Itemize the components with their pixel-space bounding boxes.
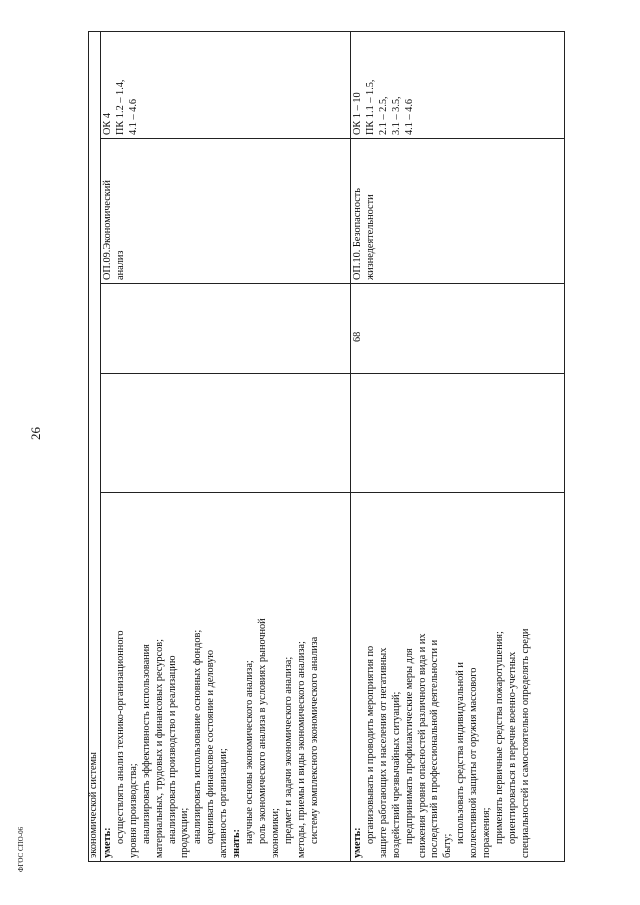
content-line: предпринимать профилактические меры для bbox=[403, 648, 415, 844]
content-line: продукции; bbox=[179, 807, 191, 858]
content-line: ориентироваться в перечне военно-учетных bbox=[506, 651, 518, 844]
content-line: предмет и задачи экономического анализа; bbox=[282, 656, 294, 844]
content-line: анализировать использование основных фондов; bbox=[192, 629, 204, 844]
table-border-bottom bbox=[564, 32, 565, 862]
content-line: уровня производства; bbox=[127, 763, 139, 858]
content-line: активность организации; bbox=[218, 748, 230, 858]
content-line: уметь: bbox=[352, 827, 363, 858]
content-line: знать: bbox=[231, 829, 243, 858]
content-line: поражения; bbox=[481, 807, 493, 858]
column-divider bbox=[100, 283, 565, 284]
life-safety-content bbox=[352, 494, 564, 858]
content-line: быту; bbox=[442, 833, 454, 858]
row-divider bbox=[100, 32, 101, 862]
column-divider bbox=[100, 373, 565, 374]
table-border-top bbox=[88, 32, 89, 862]
column-divider bbox=[88, 861, 565, 862]
column-divider bbox=[100, 138, 565, 139]
content-line: анализировать производство и реализацию bbox=[166, 655, 178, 844]
content-line: организовывать и проводить мероприятия по bbox=[364, 645, 376, 844]
economic-analysis-competencies: ОК 4 ПК 1.2 – 1.4, 4.1 – 4.6 bbox=[102, 79, 139, 135]
life-safety-competencies: ОК 1 – 10 ПК 1.1 – 1.5, 2.1 – 2.5, 3.1 – 3.5, 4.1 – 4.6 bbox=[352, 79, 415, 135]
content-line: снижения уровня опасностей различного вида и их bbox=[416, 633, 428, 858]
section-header: экономической системы bbox=[88, 752, 99, 858]
content-line: использовать средства индивидуальной и bbox=[455, 662, 467, 844]
table-border-right bbox=[88, 31, 565, 32]
content-line: осуществлять анализ технико-организационного bbox=[114, 630, 126, 844]
curriculum-table bbox=[88, 32, 568, 862]
content-line: воздействий чрезвычайных ситуаций; bbox=[390, 691, 402, 858]
content-line: уметь: bbox=[102, 827, 113, 858]
content-line: методы, приемы и виды экономического анализа; bbox=[295, 641, 307, 858]
life-safety-hours: 68 bbox=[352, 331, 363, 342]
content-line: последствий в профессиональной деятельности и bbox=[429, 639, 441, 858]
life-safety-discipline: ОП.10. Безопасность жизнедеятельности bbox=[352, 188, 376, 280]
content-line: специальностей и самостоятельно определять среди bbox=[519, 628, 531, 858]
economic-analysis-content bbox=[102, 494, 350, 858]
content-line: анализировать эффективность использования bbox=[140, 644, 152, 844]
content-line: научные основы экономического анализа; bbox=[243, 660, 255, 844]
content-line: материальных, трудовых и финансовых ресурсов; bbox=[153, 639, 165, 858]
content-line: роль экономического анализа в условиях рыночной bbox=[256, 618, 268, 844]
content-line: экономики; bbox=[269, 808, 281, 858]
page-number: 26 bbox=[28, 427, 43, 440]
economic-analysis-discipline: ОП.09.Экономический анализ bbox=[102, 180, 126, 280]
row-divider bbox=[350, 32, 351, 862]
content-line: оценивать финансовое состояние и деловую bbox=[205, 649, 217, 844]
content-line: систему комплексного экономического анализа bbox=[308, 636, 320, 844]
column-divider bbox=[100, 492, 565, 493]
content-line: применять первичные средства пожаротушения; bbox=[493, 631, 505, 844]
content-line: защите работающих и населения от негативных bbox=[377, 647, 389, 858]
content-line: коллективной защиты от оружия массового bbox=[468, 667, 480, 858]
footer-code: ФГОС СПО-06 bbox=[17, 826, 25, 872]
